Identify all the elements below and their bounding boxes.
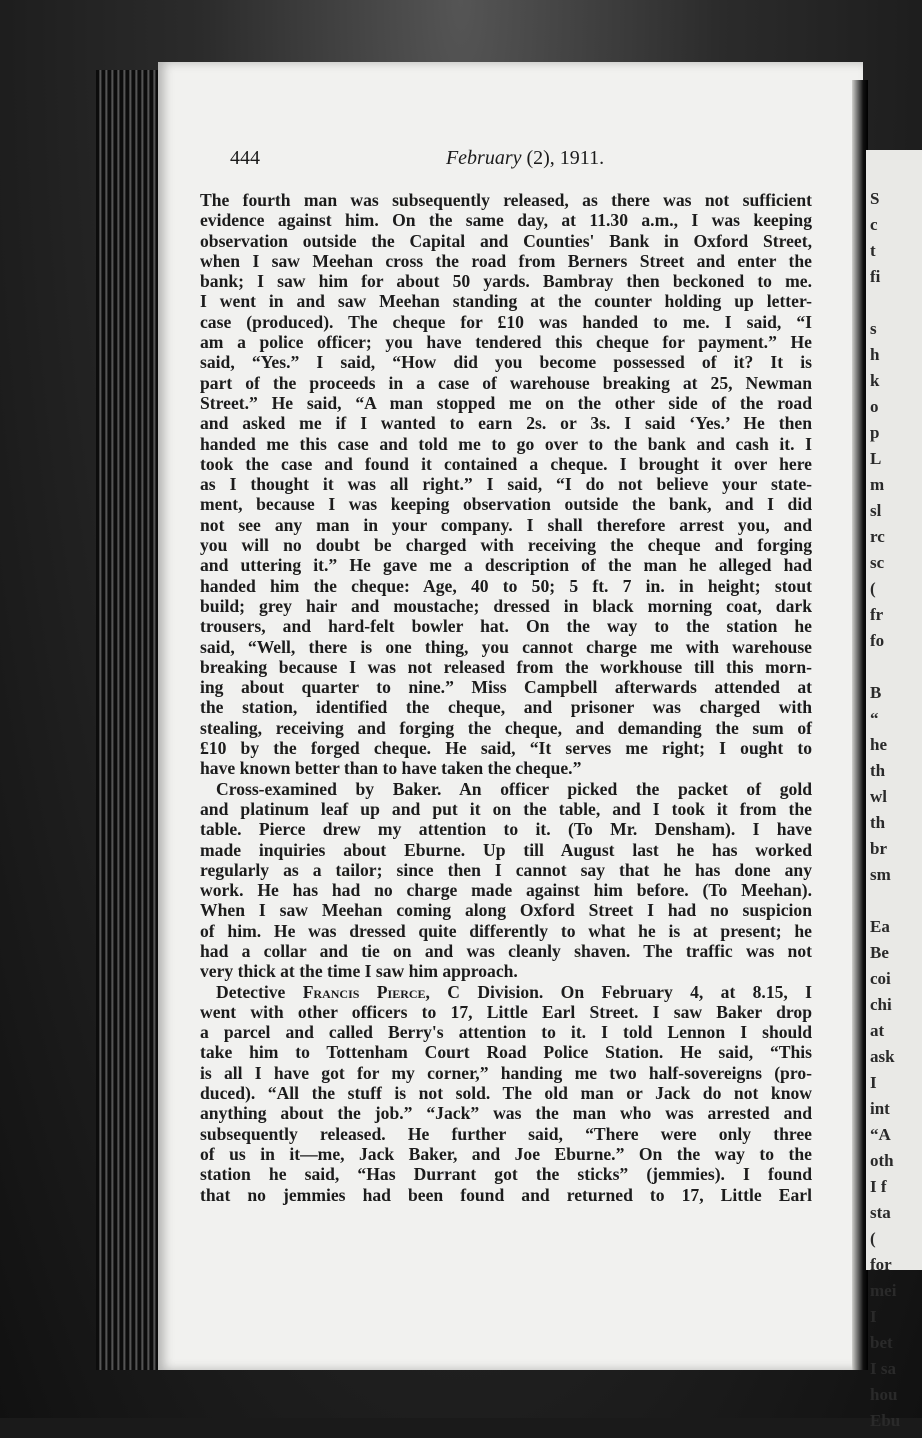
text-line: The fourth man was subsequently released, as there was not sufficient — [200, 190, 812, 210]
facing-text-fragment: th — [870, 761, 886, 780]
facing-text-fragment: L — [870, 449, 882, 468]
text-line: When I saw Meehan coming along Oxford Street I had no suspicion — [200, 900, 812, 921]
facing-text-fragment: o — [870, 397, 879, 416]
text-line: evidence against him. On the same day, at 11.30 a.m., I was keeping — [200, 210, 812, 231]
facing-text-fragment — [870, 892, 922, 918]
text-line: breaking because I was not released from the workhouse till this morn- — [200, 656, 812, 677]
text-line: am a police officer; you have tendered this cheque for payment.” He — [200, 332, 812, 353]
facing-text-fragment: “ — [870, 709, 879, 728]
text-line: and uttering it.” He gave me a description of the man he alleged had — [200, 555, 812, 576]
facing-text-fragment — [870, 294, 922, 320]
text-line: subsequently released. He further said, “There were only three — [200, 1123, 812, 1144]
facing-text-fragment: I sa — [870, 1359, 896, 1378]
text-line: said, “Well, there is one thing, you cannot charge me with warehouse — [200, 636, 812, 657]
text-line: the station, identified the cheque, and prisoner was charged with — [200, 697, 812, 718]
text-line: is all I have got for my corner,” handing me two half-sovereigns (pro- — [200, 1062, 812, 1083]
facing-text-fragment: I — [870, 1307, 877, 1326]
facing-text-fragment: ( — [870, 1229, 876, 1248]
facing-text-fragment: wl — [870, 787, 887, 806]
text-line: station he said, “Has Durrant got the sticks” (jemmies). I found — [200, 1164, 812, 1185]
facing-text-fragment: sc — [870, 553, 885, 572]
text-line: table. Pierce drew my attention to it. (To Mr. Densham). I have — [200, 819, 812, 840]
facing-text-fragment — [870, 658, 922, 684]
text-line: trousers, and hard-felt bowler hat. On the way to the station he — [200, 616, 812, 637]
body-text — [200, 190, 812, 1205]
text-line: duced). “All the stuff is not sold. The old man or Jack do not know — [200, 1083, 812, 1104]
text-line: a parcel and called Berry's attention to it. I told Lennon I should — [200, 1022, 812, 1043]
facing-text-fragment: sl — [870, 501, 882, 520]
text-line: part of the proceeds in a case of warehouse breaking at 25, Newman — [200, 372, 812, 393]
facing-text-fragment: Ebu — [870, 1411, 901, 1430]
text-line: went with other officers to 17, Little Earl Street. I saw Baker drop — [200, 1001, 812, 1022]
facing-text-fragment: h — [870, 345, 880, 364]
text-line: ment, because I was keeping observation outside the bank, and I did — [200, 494, 812, 515]
facing-text-fragment: th — [870, 813, 886, 832]
facing-page-text — [866, 150, 922, 1438]
facing-text-fragment: “A — [870, 1125, 891, 1144]
running-head-month: February — [445, 147, 522, 169]
facing-text-fragment: coi — [870, 969, 891, 988]
facing-text-fragment: bet — [870, 1333, 893, 1352]
facing-text-fragment: p — [870, 423, 880, 442]
facing-text-fragment: int — [870, 1099, 890, 1118]
text-line: and asked me if I wanted to earn 2s. or 3s. I said ‘Yes.’ He then — [200, 413, 812, 434]
text-line: you will no doubt be charged with receiving the cheque and forging — [200, 535, 812, 556]
facing-text-fragment: sta — [870, 1203, 891, 1222]
facing-text-fragment: br — [870, 839, 887, 858]
facing-text-fragment: oth — [870, 1151, 894, 1170]
text-line: ing about quarter to nine.” Miss Campbell afterwards attended at — [200, 677, 812, 698]
facing-text-fragment: ( — [870, 579, 876, 598]
text-line: take him to Tottenham Court Road Police Station. He said, “This — [200, 1042, 812, 1063]
text-line: when I saw Meehan cross the road from Berners Street and enter the — [200, 250, 812, 271]
text-line: of us in it—me, Jack Baker, and Joe Eburne.” On the way to the — [200, 1143, 812, 1164]
facing-text-fragment: sm — [870, 865, 891, 884]
facing-text-fragment: I f — [870, 1177, 887, 1196]
paragraph-block-2 — [200, 1002, 812, 1205]
page-number: 444 — [230, 147, 260, 169]
text-line: case (produced). The cheque for £10 was handed to me. I said, “I — [200, 311, 812, 332]
text-line: Street.” He said, “A man stopped me on the other side of the road — [200, 392, 812, 413]
text-line: regularly as a tailor; since then I cannot say that he has done any — [200, 859, 812, 880]
text-line: handed me this case and told me to go over to the bank and cash it. I — [200, 433, 812, 454]
text-line: made inquiries about Eburne. Up till August last he has worked — [200, 839, 812, 860]
paragraph-block-1 — [200, 190, 812, 982]
text-line: of him. He was dressed quite differently to what he is at present; he — [200, 920, 812, 941]
facing-text-fragment: fr — [870, 605, 884, 624]
text-line: that no jemmies had been found and returned to 17, Little Earl — [200, 1184, 812, 1205]
witness-rest: , C Division. On February 4, at 8.15, I — [425, 981, 812, 1002]
facing-text-fragment: B — [870, 683, 882, 702]
text-line — [200, 982, 812, 1002]
text-line: I went in and saw Meehan standing at the counter holding up letter- — [200, 291, 812, 312]
text-line: anything about the job.” “Jack” was the man who was arrested and — [200, 1103, 812, 1124]
running-head — [230, 147, 820, 170]
text-line: not see any man in your company. I shall therefore arrest you, and — [200, 514, 812, 535]
facing-text-fragment: Ea — [870, 917, 890, 936]
facing-text-fragment: I — [870, 1073, 877, 1092]
text-line: said, “Yes.” I said, “How did you become possessed of it? It is — [200, 352, 812, 373]
facing-text-fragment: for — [870, 1255, 892, 1274]
text-line: very thick at the time I saw him approach. — [200, 961, 518, 982]
facing-text-fragment: fo — [870, 631, 885, 650]
text-line: handed him the cheque: Age, 40 to 50; 5 ft. 7 in. in height; stout — [200, 575, 812, 596]
text-line: work. He has had no charge made against him before. (To Meehan). — [200, 880, 812, 901]
facing-text-fragment: he — [870, 735, 887, 754]
facing-text-fragment: k — [870, 371, 880, 390]
facing-page — [866, 150, 922, 1430]
facing-text-fragment: S — [870, 189, 880, 208]
text-line: Cross-examined by Baker. An officer picked the packet of gold — [216, 778, 812, 799]
text-line: build; grey hair and moustache; dressed in black morning coat, dark — [200, 595, 812, 616]
facing-text-fragment: hou — [870, 1385, 898, 1404]
running-head-date: (2), 1911. — [526, 147, 605, 169]
facing-text-fragment: chi — [870, 995, 892, 1014]
facing-text-fragment: Be — [870, 943, 889, 962]
book-page-edges — [96, 70, 160, 1370]
facing-text-fragment: at — [870, 1021, 885, 1040]
text-line: and platinum leaf up and put it on the table, and I took it from the — [200, 798, 812, 819]
text-line: observation outside the Capital and Counties' Bank in Oxford Street, — [200, 230, 812, 251]
facing-text-fragment: c — [870, 215, 878, 234]
facing-text-fragment: ask — [870, 1047, 895, 1066]
facing-text-fragment: s — [870, 319, 877, 338]
text-line: took the case and found it contained a cheque. I brought it over here — [200, 453, 812, 474]
text-line: £10 by the forged cheque. He said, “It serves me right; I ought to — [200, 738, 812, 759]
facing-text-fragment: t — [870, 241, 876, 260]
text-line: as I thought it was all right.” I said, “I do not believe your state- — [200, 474, 812, 495]
facing-text-fragment: fi — [870, 267, 881, 286]
text-line: bank; I saw him for about 50 yards. Bambray then beckoned to me. — [200, 271, 812, 292]
facing-text-fragment: m — [870, 475, 885, 494]
text-line: stealing, receiving and forging the cheque, and demanding the sum of — [200, 717, 812, 738]
speaker-prefix: Detective — [216, 981, 303, 1002]
text-line: had a collar and tie on and was cleanly shaven. The traffic was not — [200, 940, 812, 961]
page-header — [230, 147, 820, 173]
witness-name: Francis Pierce — [302, 981, 426, 1002]
facing-text-fragment: mei — [870, 1281, 897, 1300]
facing-text-fragment: rc — [870, 527, 885, 546]
text-line: have known better than to have taken the cheque.” — [200, 758, 582, 779]
